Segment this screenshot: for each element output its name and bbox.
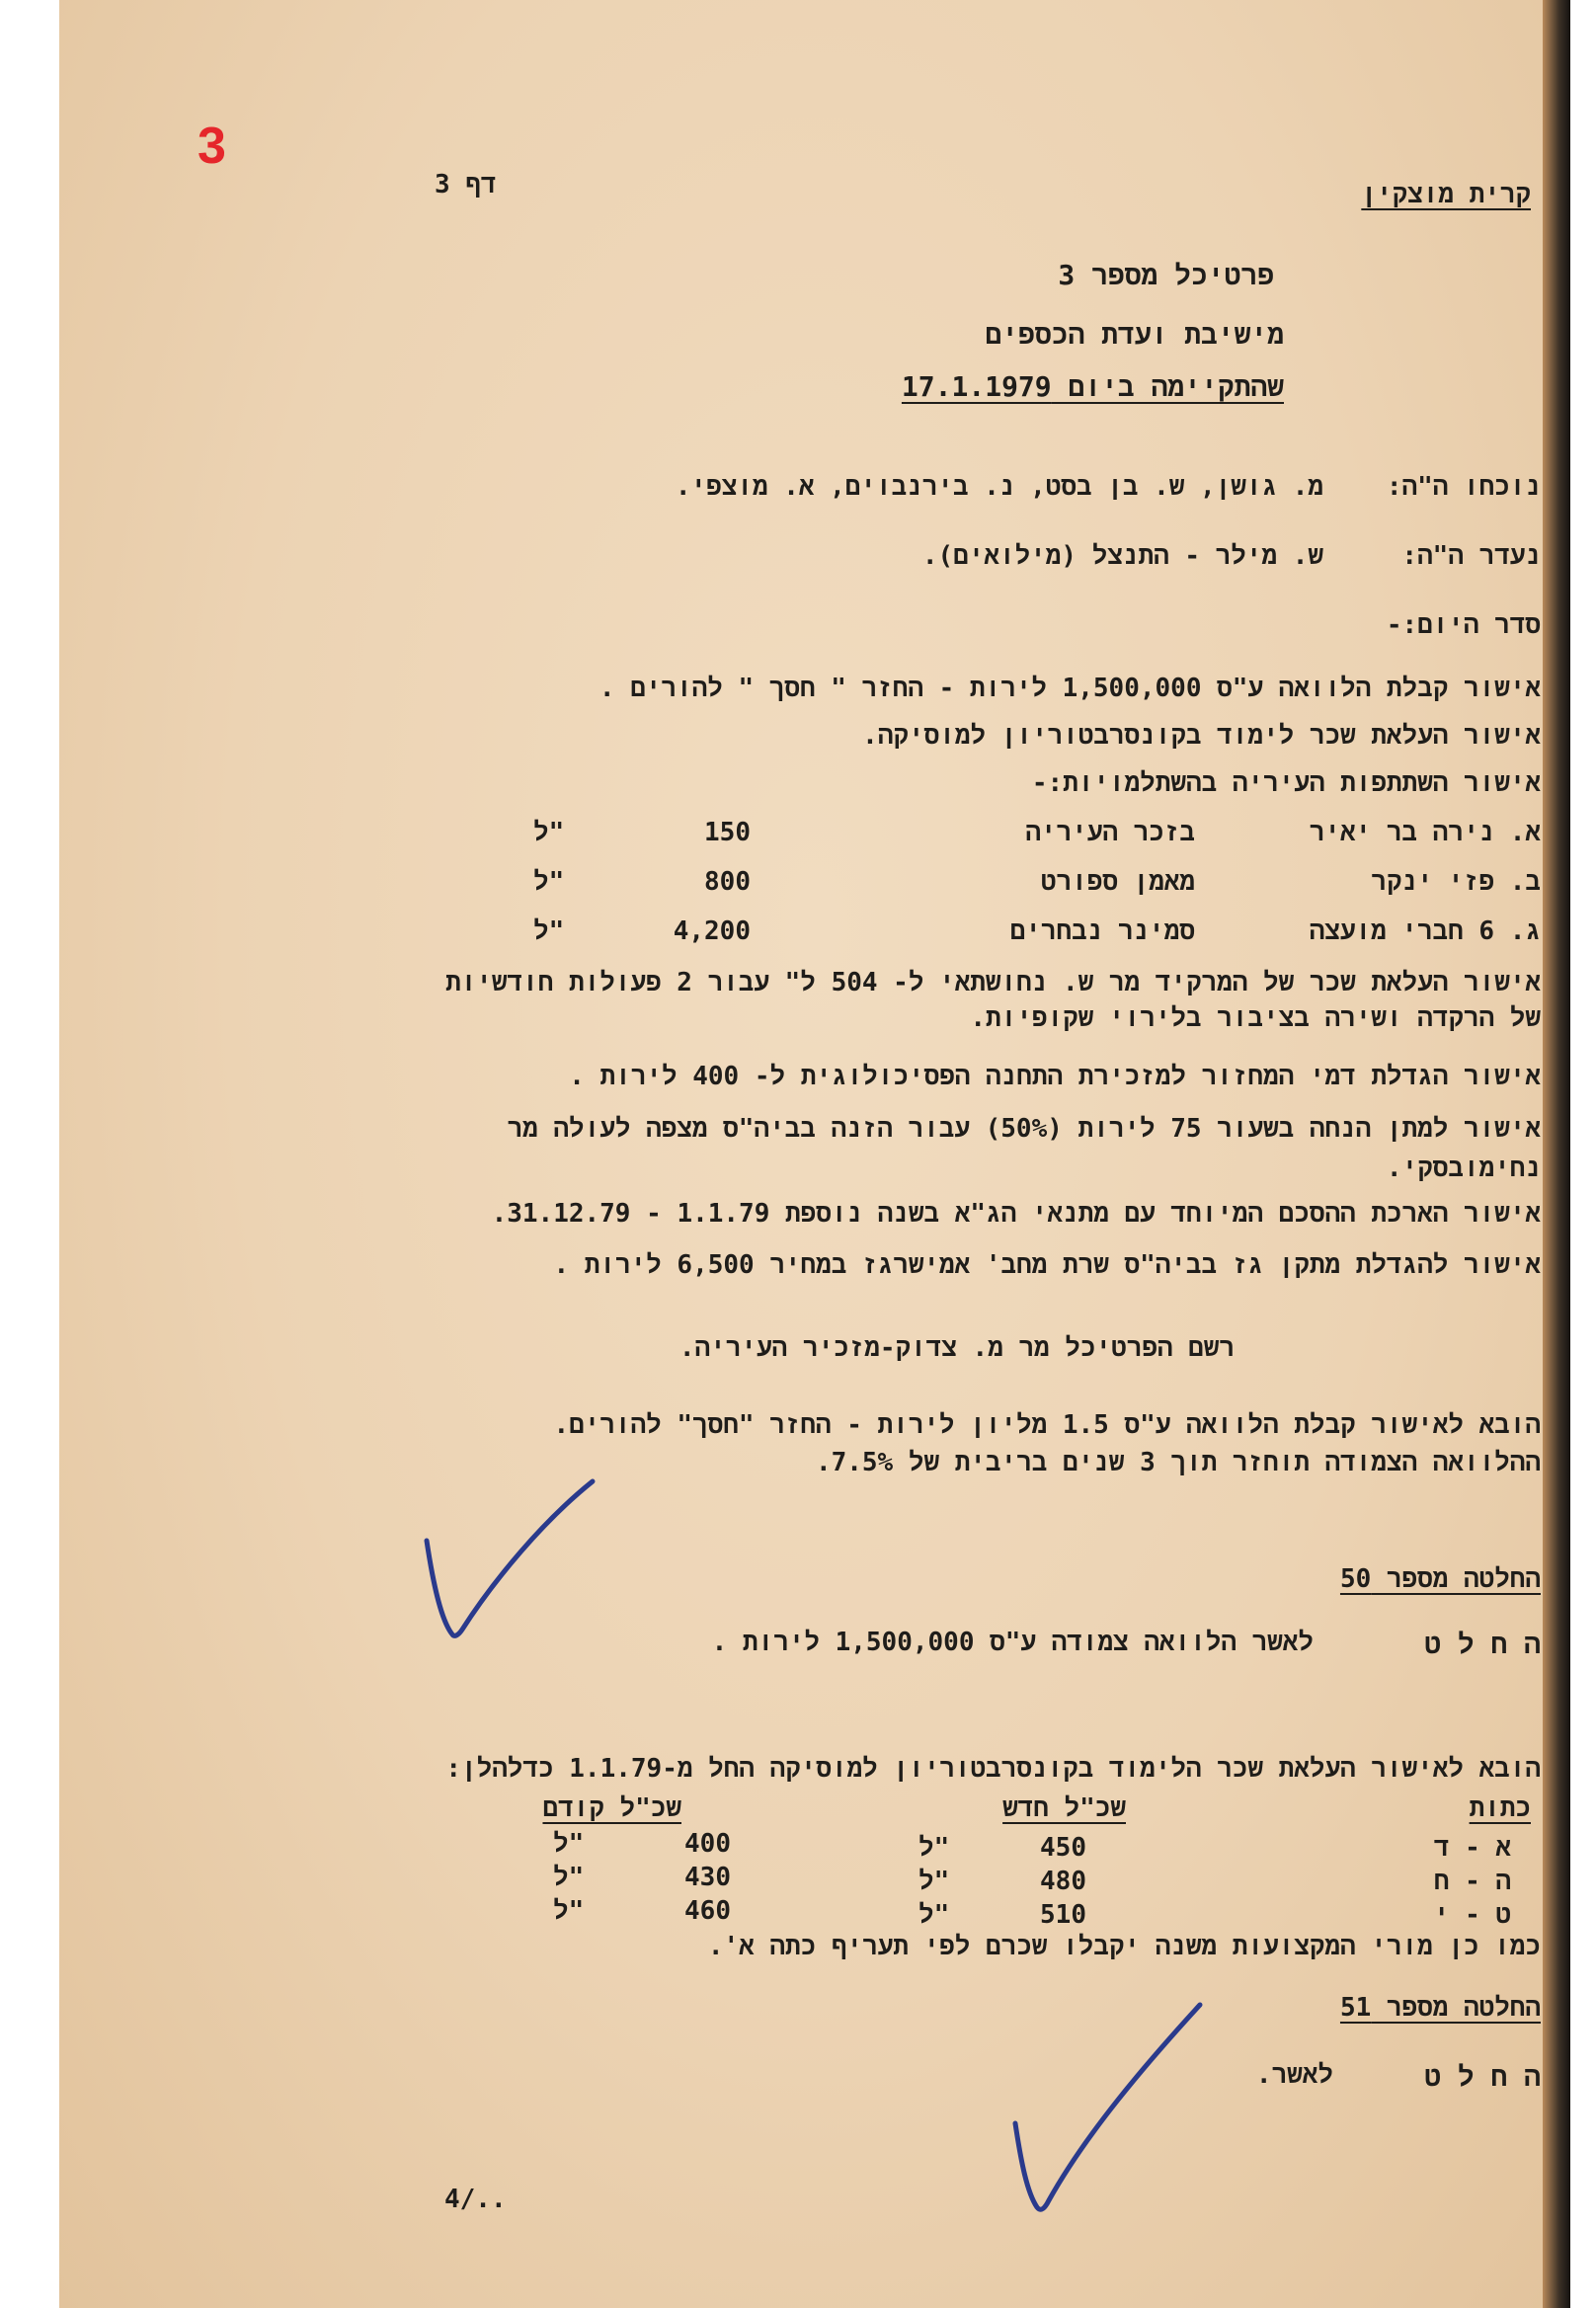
currency-unit: ל" [533, 867, 565, 897]
participation-topic: בזכר העיריה [1025, 818, 1195, 847]
old-fee-cell: 430 [684, 1863, 731, 1892]
page-marker: 3 [198, 118, 226, 175]
currency-unit: ל" [918, 1867, 950, 1896]
new-fee-cell: 480 [1040, 1867, 1086, 1896]
discussion-text: הובא לאישור העלאת שכר הלימוד בקונסרבטוריון למוסיקה החל מ-1.1.79 כדלהלן: [445, 1754, 1541, 1784]
old-fee-cell: 400 [684, 1829, 731, 1859]
agenda-item: אישור השתתפות העיריה בהשתלמויות:- [1031, 768, 1541, 798]
currency-unit: ל" [553, 1829, 585, 1859]
recorder-line: רשם הפרטיכל מר מ. צדוק-מזכיר העיריה. [678, 1333, 1235, 1363]
participation-topic: מאמן ספורט [1040, 867, 1195, 897]
currency-unit: ל" [533, 916, 565, 946]
decision-text: לאשר. [1255, 2060, 1333, 2090]
table-header: שכ"ל חדש [1002, 1793, 1126, 1823]
agenda-item: אישור הגדלת דמי המחזור למזכירת התחנה הפסיכולוגית ל- 400 לירות . [569, 1062, 1541, 1091]
present-label: נוכחו ה"ה: [1386, 472, 1541, 502]
discussion-text: הובא לאישור קבלת הלוואה ע"ס 1.5 מליון לירות - החזר "חסך" להורים. [553, 1410, 1541, 1440]
protocol-title: פרטיכל מספר 3 [1058, 259, 1274, 291]
discussion-text: ההלוואה הצמודה תוחזר תוך 3 שנים בריבית של 7.5%. [815, 1448, 1541, 1477]
old-fee-cell: 460 [684, 1896, 731, 1926]
decision-number: החלטה מספר 50 [1339, 1564, 1541, 1594]
page-edge-shadow [1543, 0, 1570, 2308]
currency-unit: ל" [918, 1900, 950, 1930]
currency-unit: ל" [553, 1896, 585, 1926]
currency-unit: ל" [553, 1863, 585, 1892]
new-fee-cell: 510 [1040, 1900, 1086, 1930]
participant-name: א. נירה בר יאיר [1309, 818, 1541, 847]
discussion-text: כמו כן מורי המקצועות משנה יקבלו שכרם לפי תעריף כתה א'. [707, 1932, 1541, 1961]
participant-name: ב. פזי ינקר [1371, 867, 1541, 897]
participation-amount: 4,200 [673, 916, 751, 946]
grade-cell: ט - י [1433, 1900, 1511, 1930]
currency-unit: ל" [533, 818, 565, 847]
protocol-date: שהתקיימה ביום 17.1.1979 [901, 370, 1284, 403]
participation-amount: 150 [704, 818, 751, 847]
absent-list: ש. מילר - התנצל (מילואים). [921, 541, 1323, 571]
protocol-subtitle: מישיבת ועדת הכספים [985, 318, 1284, 351]
agenda-item: אישור הארכת ההסכם המיוחד עם מתנאי הג"א בשנה נוספת 1.1.79 - 31.12.79. [491, 1199, 1541, 1229]
agenda-item: אישור העלאת שכר לימוד בקונסרבטוריון למוסיקה. [862, 721, 1541, 751]
agenda-item: של הרקדה ושירה בציבור בלירוי שקופיות. [970, 1003, 1541, 1033]
continuation-marker: 4/.. [444, 2185, 507, 2214]
participant-name: ג. 6 חברי מועצה [1309, 916, 1541, 946]
agenda-item: אישור העלאת שכר של המרקיד מר ש. נחושתאי ל- 504 ל" עבור 2 פעולות חודשיות [445, 968, 1541, 997]
page-number-label: דף 3 [435, 170, 497, 199]
decision-text: לאשר הלוואה צמודה ע"ס 1,500,000 לירות . [711, 1628, 1314, 1657]
table-header: כתות [1469, 1793, 1531, 1823]
checkmark-icon [415, 1472, 612, 1669]
checkmark-icon [1007, 1995, 1215, 2222]
resolved-label: ה ח ל ט [1424, 1628, 1541, 1660]
new-fee-cell: 450 [1040, 1833, 1086, 1863]
table-header: שכ"ל קודם [542, 1793, 681, 1823]
agenda-label: סדר היום:- [1386, 610, 1541, 640]
agenda-item: נחימובסקי. [1386, 1154, 1541, 1183]
decision-number: החלטה מספר 51 [1339, 1993, 1541, 2023]
present-list: מ. גושן, ש. בן בסט, נ. בירנבוים, א. מוצפי. [675, 472, 1323, 502]
agenda-item: אישור קבלת הלוואה ע"ס 1,500,000 לירות - החזר " חסך " להורים . [598, 674, 1541, 703]
document-page [59, 0, 1570, 2308]
participation-topic: סמינר נבחרים [1009, 916, 1195, 946]
absent-label: נעדר ה"ה: [1401, 541, 1541, 571]
currency-unit: ל" [918, 1833, 950, 1863]
participation-amount: 800 [704, 867, 751, 897]
agenda-item: אישור להגדלת מתקן גז בביה"ס שרת מחב' אמישרגז במחיר 6,500 לירות . [553, 1250, 1541, 1280]
resolved-label: ה ח ל ט [1424, 2060, 1541, 2093]
org-header: קרית מוצקין [1361, 180, 1531, 209]
grade-cell: א - ד [1433, 1833, 1511, 1863]
grade-cell: ה - ח [1433, 1867, 1511, 1896]
agenda-item: אישור למתן הנחה בשעור 75 לירות (50%) עבור הזנה בביה"ס מצפה לעולה מר [507, 1114, 1541, 1144]
